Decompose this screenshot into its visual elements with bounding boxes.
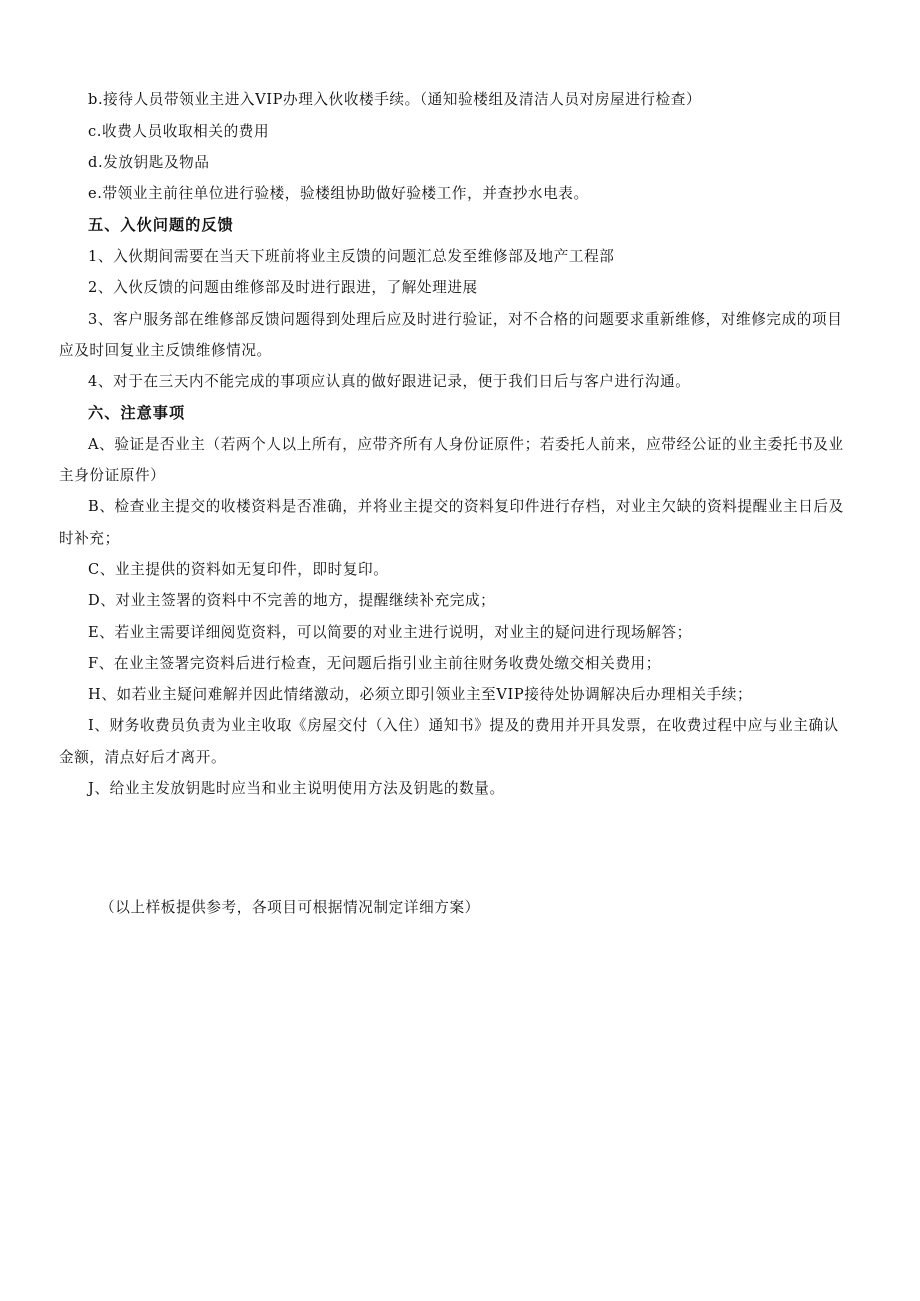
step-e: e.带领业主前往单位进行验楼，验楼组协助做好验楼工作，并查抄水电表。 <box>88 185 589 202</box>
section-5-item-2: 2、入伙反馈的问题由维修部及时进行跟进，了解处理进展 <box>88 279 478 296</box>
section-6-title: 六、注意事项 <box>88 404 186 422</box>
section-6-item-e: E、若业主需要详细阅览资料，可以简要的对业主进行说明，对业主的疑问进行现场解答； <box>88 624 692 641</box>
section-5-item-4: 4、对于在三天内不能完成的事项应认真的做好跟进记录，便于我们日后与客户进行沟通。 <box>88 373 691 390</box>
step-d: d.发放钥匙及物品 <box>88 154 210 171</box>
section-6-item-b-line-2: 时补充； <box>59 530 120 547</box>
section-5-item-3-line-1: 3、客户服务部在维修部反馈问题得到处理后应及时进行验证，对不合格的问题要求重新维修，对维修完成的项目 <box>88 311 843 328</box>
section-6-item-c: C、业主提供的资料如无复印件，即时复印。 <box>88 561 389 578</box>
section-6-item-b-line-1: B、检查业主提交的收楼资料是否准确，并将业主提交的资料复印件进行存档，对业主欠缺的资料提醒业主日后及 <box>88 498 844 515</box>
section-6-item-j: J、给业主发放钥匙时应当和业主说明使用方法及钥匙的数量。 <box>88 780 505 797</box>
section-6-item-d: D、对业主签署的资料中不完善的地方，提醒继续补充完成； <box>88 592 496 609</box>
section-5-title: 五、入伙问题的反馈 <box>88 216 234 234</box>
step-c: c.收费人员收取相关的费用 <box>88 123 270 140</box>
section-6-item-i-line-1: I、财务收费员负责为业主收取《房屋交付（入住）通知书》提及的费用并开具发票，在收费过程中应与业主确认 <box>88 717 839 734</box>
section-6-item-a-line-1: A、验证是否业主（若两个人以上所有，应带齐所有人身份证原件；若委托人前来，应带经公证的业主委托书及业 <box>88 436 844 453</box>
section-6-item-a-line-2: 主身份证原件） <box>59 467 166 484</box>
section-6-item-h: H、如若业主疑问难解并因此情绪激动，必须立即引领业主至VIP接待处协调解决后办理相关手续； <box>88 686 753 703</box>
section-6-item-f: F、在业主签署完资料后进行检查，无问题后指引业主前往财务收费处缴交相关费用； <box>88 655 661 672</box>
footer-note: （以上样板提供参考，各项目可根据情况制定详细方案） <box>100 899 480 916</box>
section-5-item-1: 1、入伙期间需要在当天下班前将业主反馈的问题汇总发至维修部及地产工程部 <box>88 248 615 265</box>
section-5-item-3-line-2: 应及时回复业主反馈维修情况。 <box>59 342 272 359</box>
step-b: b.接待人员带领业主进入VIP办理入伙收楼手续。（通知验楼组及清洁人员对房屋进行检查） <box>88 91 702 108</box>
section-6-item-i-line-2: 金额，清点好后才离开。 <box>59 749 227 766</box>
